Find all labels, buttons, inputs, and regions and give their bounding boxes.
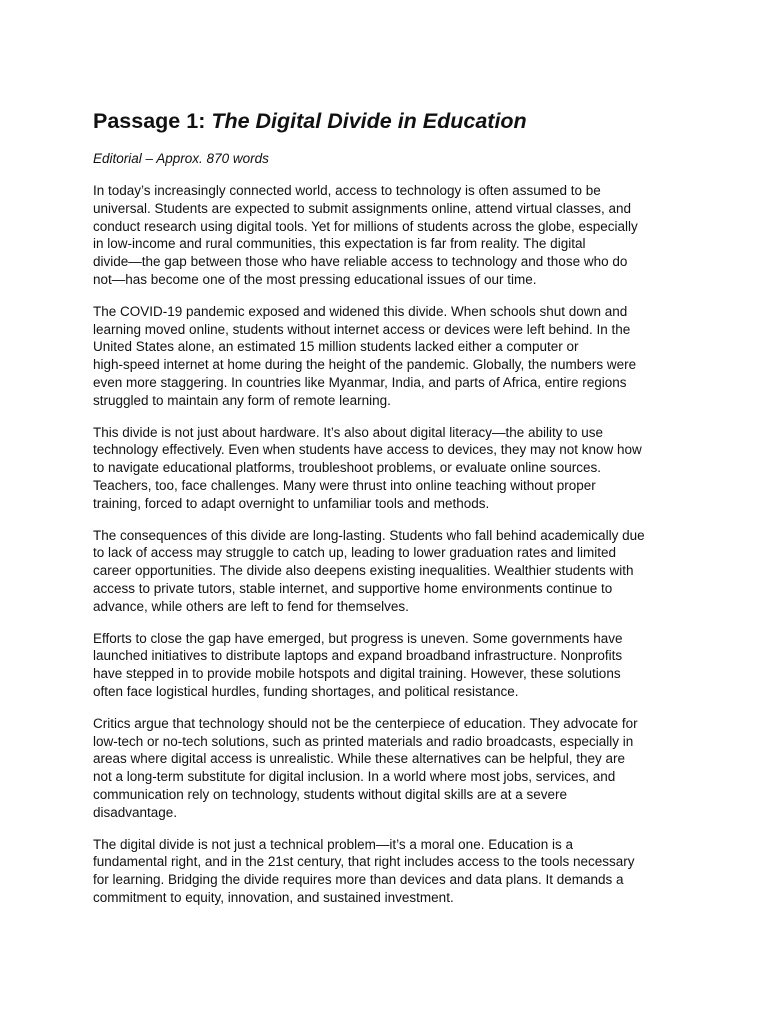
passage-title-work: The Digital Divide in Education — [211, 109, 527, 133]
paragraph-line: struggled to maintain any form of remote learning. — [93, 392, 391, 408]
paragraph-line: The digital divide is not just a technical problem—it’s a moral one. Education is a — [93, 836, 574, 852]
paragraph-line: even more staggering. In countries like Myanmar, India, and parts of Africa, entire regions — [93, 374, 627, 390]
paragraph-line: learning moved online, students without internet access or devices were left behind. In the — [93, 321, 631, 337]
paragraph-line: areas where digital access is unrealistic. While these alternatives can be helpful, they are — [93, 751, 626, 767]
paragraph-line: fundamental right, and in the 21st century, that right includes access to the tools necessary — [93, 854, 635, 870]
paragraph — [93, 182, 675, 289]
paragraph-line: conduct research using digital tools. Yet for millions of students across the globe, especially — [93, 218, 638, 234]
paragraph — [93, 630, 675, 701]
paragraph-line: The consequences of this divide are long-lasting. Students who fall behind academically due — [93, 527, 645, 543]
paragraph-line: for learning. Bridging the divide requires more than devices and data plans. It demands a — [93, 872, 624, 888]
paragraph — [93, 303, 675, 410]
paragraph-line: divide—the gap between those who have reliable access to technology and those who do — [93, 254, 628, 270]
paragraph-line: This divide is not just about hardware. It’s also about digital literacy—the ability to use — [93, 424, 604, 440]
passage-body — [93, 182, 675, 907]
paragraph — [93, 527, 675, 616]
paragraph-line: In today’s increasingly connected world, access to technology is often assumed to be — [93, 183, 601, 198]
paragraph-line: technology effectively. Even when students have access to devices, they may not know how — [93, 442, 642, 458]
paragraph-line: advance, while others are left to fend for themselves. — [93, 598, 409, 614]
passage-title-prefix: Passage 1: — [93, 109, 212, 133]
paragraph — [93, 836, 675, 907]
paragraph-line: commitment to equity, innovation, and sustained investment. — [93, 889, 454, 905]
paragraph-line: Critics argue that technology should not be the centerpiece of education. They advocate for — [93, 715, 638, 731]
paragraph-line: training, forced to adapt overnight to unfamiliar tools and methods. — [93, 495, 490, 511]
paragraph-line: career opportunities. The divide also deepens existing inequalities. Wealthier students with — [93, 563, 634, 579]
paragraph-line: often face logistical hurdles, funding shortages, and political resistance. — [93, 683, 519, 699]
paragraph-line: universal. Students are expected to submit assignments online, attend virtual classes, and — [93, 200, 632, 216]
paragraph-line: low-tech or no-tech solutions, such as printed materials and radio broadcasts, especially in — [93, 733, 634, 749]
paragraph-line: communication rely on technology, students without digital skills are at a severe — [93, 786, 567, 802]
paragraph-line: The COVID-19 pandemic exposed and widened this divide. When schools shut down and — [93, 303, 628, 319]
paragraph-line: not a long-term substitute for digital inclusion. In a world where most jobs, services, and — [93, 769, 616, 785]
paragraph-line: United States alone, an estimated 15 million students lacked either a computer or — [93, 339, 579, 355]
paragraph-line: access to private tutors, stable internet, and supportive home environments continue to — [93, 580, 613, 596]
paragraph-line: launched initiatives to distribute laptops and expand broadband infrastructure. Nonprofits — [93, 648, 623, 664]
passage-title — [93, 107, 675, 135]
paragraph-line: disadvantage. — [93, 804, 178, 820]
paragraph-line: not—has become one of the most pressing educational issues of our time. — [93, 271, 537, 287]
paragraph — [93, 424, 675, 513]
paragraph-line: to lack of access may struggle to catch up, leading to lower graduation rates and limited — [93, 545, 617, 561]
paragraph-line: have stepped in to provide mobile hotspots and digital training. However, these solutions — [93, 666, 621, 682]
paragraph-line: Efforts to close the gap have emerged, but progress is uneven. Some governments have — [93, 630, 623, 646]
document-page — [93, 107, 675, 907]
paragraph-line: Teachers, too, face challenges. Many were thrust into online teaching without proper — [93, 477, 596, 493]
paragraph-line: to navigate educational platforms, troubleshoot problems, or evaluate online sources. — [93, 460, 602, 476]
paragraph — [93, 715, 675, 822]
passage-meta: Editorial – Approx. 870 words — [93, 151, 269, 166]
paragraph-line: high-speed internet at home during the height of the pandemic. Globally, the numbers were — [93, 357, 637, 373]
paragraph-line: in low-income and rural communities, this expectation is far from reality. The digital — [93, 236, 586, 252]
